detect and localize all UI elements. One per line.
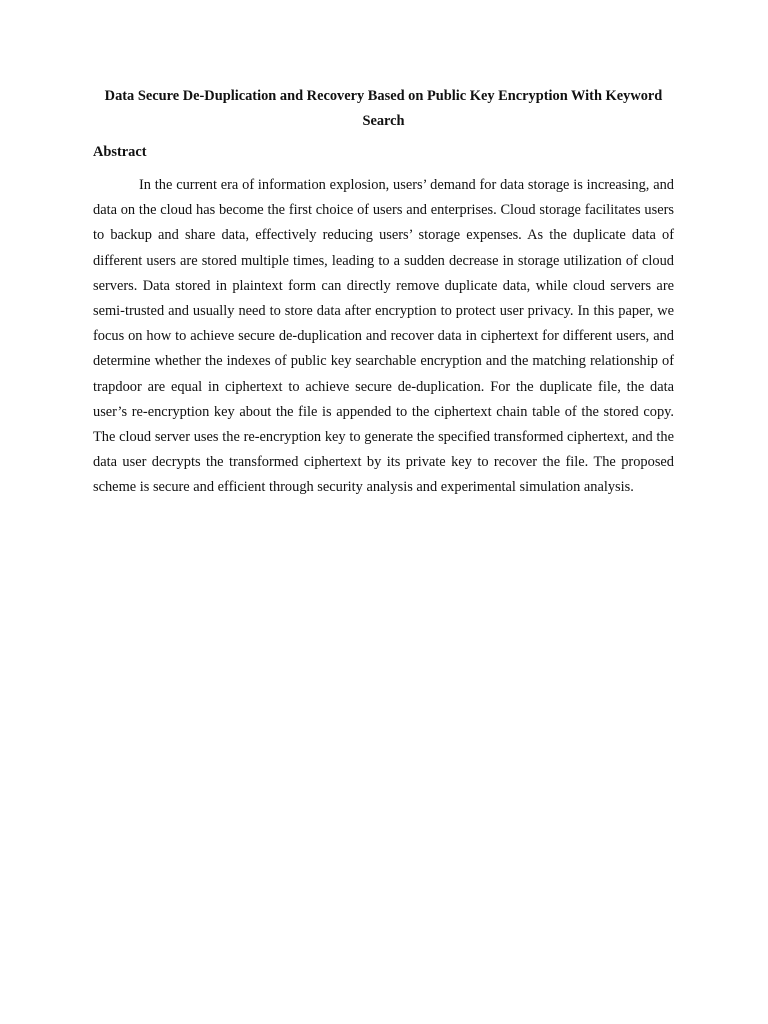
paper-page (93, 84, 674, 501)
abstract-paragraph: In the current era of information explosion, users’ demand for data storage is increasing, and data on the cloud has become the first choice of users and enterprises. Cloud storage facilitates users to backup and share data, effectively reducing users’ storage expenses. As the duplicate data of different users are stored multiple times, leading to a sudden decrease in storage utilization of cloud servers. Data stored in plaintext form can directly remove duplicate data, while cloud servers are semi-trusted and usually need to store data after encryption to protect user privacy. In this paper, we focus on how to achieve secure de-duplication and recover data in ciphertext for different users, and determine whether the indexes of public key searchable encryption and the matching relationship of trapdoor are equal in ciphertext to achieve secure de-duplication. For the duplicate file, the data user’s re-encryption key about the file is appended to the ciphertext chain table of the stored copy. The cloud server uses the re-encryption key to generate the specified transformed ciphertext, and the data user decrypts the transformed ciphertext by its private key to recover the file. The proposed scheme is secure and efficient through security analysis and experimental simulation analysis. (93, 177, 674, 496)
paper-title: Data Secure De-Duplication and Recovery Based on Public Key Encryption With Keyword Search (104, 88, 663, 129)
abstract-heading: Abstract (93, 144, 147, 160)
